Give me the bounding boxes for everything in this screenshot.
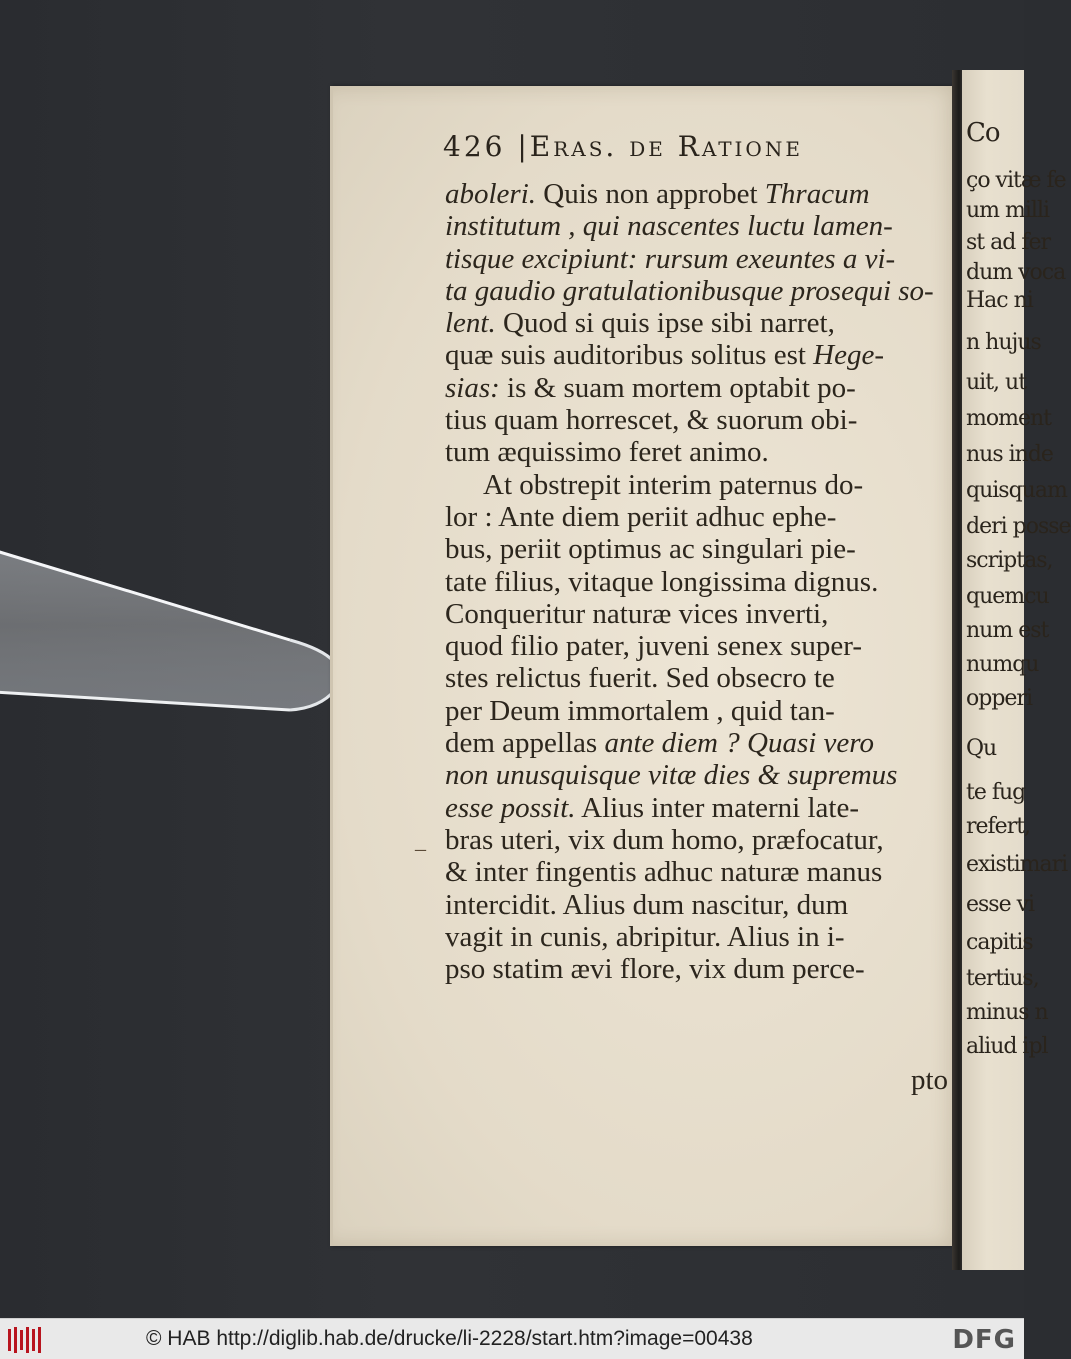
text-segment: esse possit. [445,791,576,824]
text-segment: vagit in cunis, abripitur. Alius in i- [445,920,845,953]
text-segment: bras uteri, vix dum homo, præfocatur, [445,823,884,856]
text-segment: quod filio pater, juveni senex super- [445,630,863,663]
catchword: pto [910,1064,948,1096]
text-segment: bus, periit optimus ac singulari pie- [445,533,856,566]
text-line [445,921,955,953]
text-line [445,210,955,242]
text-line [445,856,955,888]
text-segment: per Deum immortalem , quid tan- [445,694,835,727]
text-line [445,307,955,339]
text-line [445,469,955,501]
text-segment: & inter fingentis adhuc naturæ manus [445,856,883,889]
facing-page-line: nus inde [966,442,1053,467]
text-segment: aboleri. [445,178,537,210]
facing-page-line: num est [966,618,1049,643]
text-line [445,824,955,856]
facing-page-line: ço vitæ fe [966,168,1066,193]
text-segment: dem appellas [445,727,605,760]
hab-logo-icon [6,1325,46,1355]
facing-page-line: moment [966,406,1051,431]
text-line [445,759,955,791]
margin-mark: _ [415,828,426,853]
text-segment: tius quam horrescet, & suorum obi- [445,404,858,437]
text-segment: tisque excipiunt: rursum exeuntes a vi- [445,242,896,275]
text-line [445,178,955,210]
text-segment: is & suam mortem optabit po- [499,371,856,404]
text-segment: sias: [445,371,500,404]
facing-page-line: aliud ipl [966,1034,1048,1059]
facing-page-line: uit, ut [966,370,1027,395]
running-header: 426 |Eras. de Ratione [443,130,803,163]
text-line [445,727,955,759]
facing-page-line: Hac ni [966,288,1033,313]
text-line [445,339,955,371]
facing-page-line: st ad fer [966,230,1050,255]
book-page [330,86,962,1246]
facing-page-line: quisquam [966,478,1067,503]
text-segment: ta gaudio gratulationibusque prosequi so- [445,274,934,307]
text-line [445,404,955,436]
text-segment: tum æquissimo feret animo. [445,436,769,469]
facing-page-line: esse vi [966,892,1035,917]
facing-page-line: numqu [966,652,1039,677]
text-line [445,501,955,533]
text-segment: Thracum [764,178,870,210]
facing-page-line: minus n [966,1000,1048,1025]
facing-page-line: Co [966,118,1000,148]
text-line [445,662,955,694]
text-line [445,953,955,985]
text-segment: Quod si quis ipse sibi narret, [495,307,835,340]
facing-page-line: opperi [966,686,1032,711]
glass-clamp [0,540,360,740]
facing-page-line: refert, [966,814,1031,839]
text-line [445,243,955,275]
text-segment: pso statim ævi flore, vix dum perce- [445,953,865,986]
text-line [445,436,955,468]
text-line [445,275,955,307]
text-segment: lent. [445,307,496,340]
facing-page-line: te fug [966,780,1026,805]
facing-page-line: deri posse [966,514,1071,539]
text-line [445,533,955,565]
text-line [445,630,955,662]
facing-page-line: n hujus [966,330,1041,355]
text-segment: lor : Ante diem periit adhuc ephe- [445,500,837,533]
facing-page-line: existimari [966,852,1068,877]
dfg-logo: DFG [952,1325,1016,1355]
page-body-text [445,178,955,985]
text-segment: At obstrepit interim paternus do- [483,468,864,501]
text-segment: stes relictus fuerit. Sed obsecro te [445,662,835,695]
text-line [445,889,955,921]
facing-page-edge [962,70,1071,1270]
facing-page-line: tertius, [966,966,1039,991]
facing-page-line: dum voca [966,260,1066,285]
text-line [445,695,955,727]
text-line [445,372,955,404]
text-segment: ante diem ? Quasi vero [604,727,874,760]
text-segment: intercidit. Alius dum nascitur, dum [445,888,849,921]
text-segment: tate filius, vitaque longissima dignus. [445,565,879,598]
facing-page-line: capitis [966,930,1033,955]
text-segment: Conqueritur naturæ vices inverti, [445,597,829,630]
text-segment: Quis non approbet [536,178,765,210]
text-line [445,598,955,630]
facing-page-line: quemcu [966,584,1049,609]
text-segment: institutum , qui nascentes luctu lamen- [445,210,893,243]
facing-page-line: scriptas, [966,548,1053,573]
text-segment: Hege- [813,339,885,372]
copyright-link[interactable]: © HAB http://diglib.hab.de/drucke/li-2228/start.htm?image=00438 [146,1327,753,1350]
text-segment: quæ suis auditoribus solitus est [445,339,814,372]
text-segment: non unusquisque vitæ dies & supremus [445,759,898,792]
text-line [445,566,955,598]
facing-page-line: Qu [966,736,997,761]
footer-bar [0,1318,1024,1359]
text-segment: Alius inter materni late- [575,791,859,824]
facing-page-line: um milli [966,198,1050,223]
text-line [445,792,955,824]
